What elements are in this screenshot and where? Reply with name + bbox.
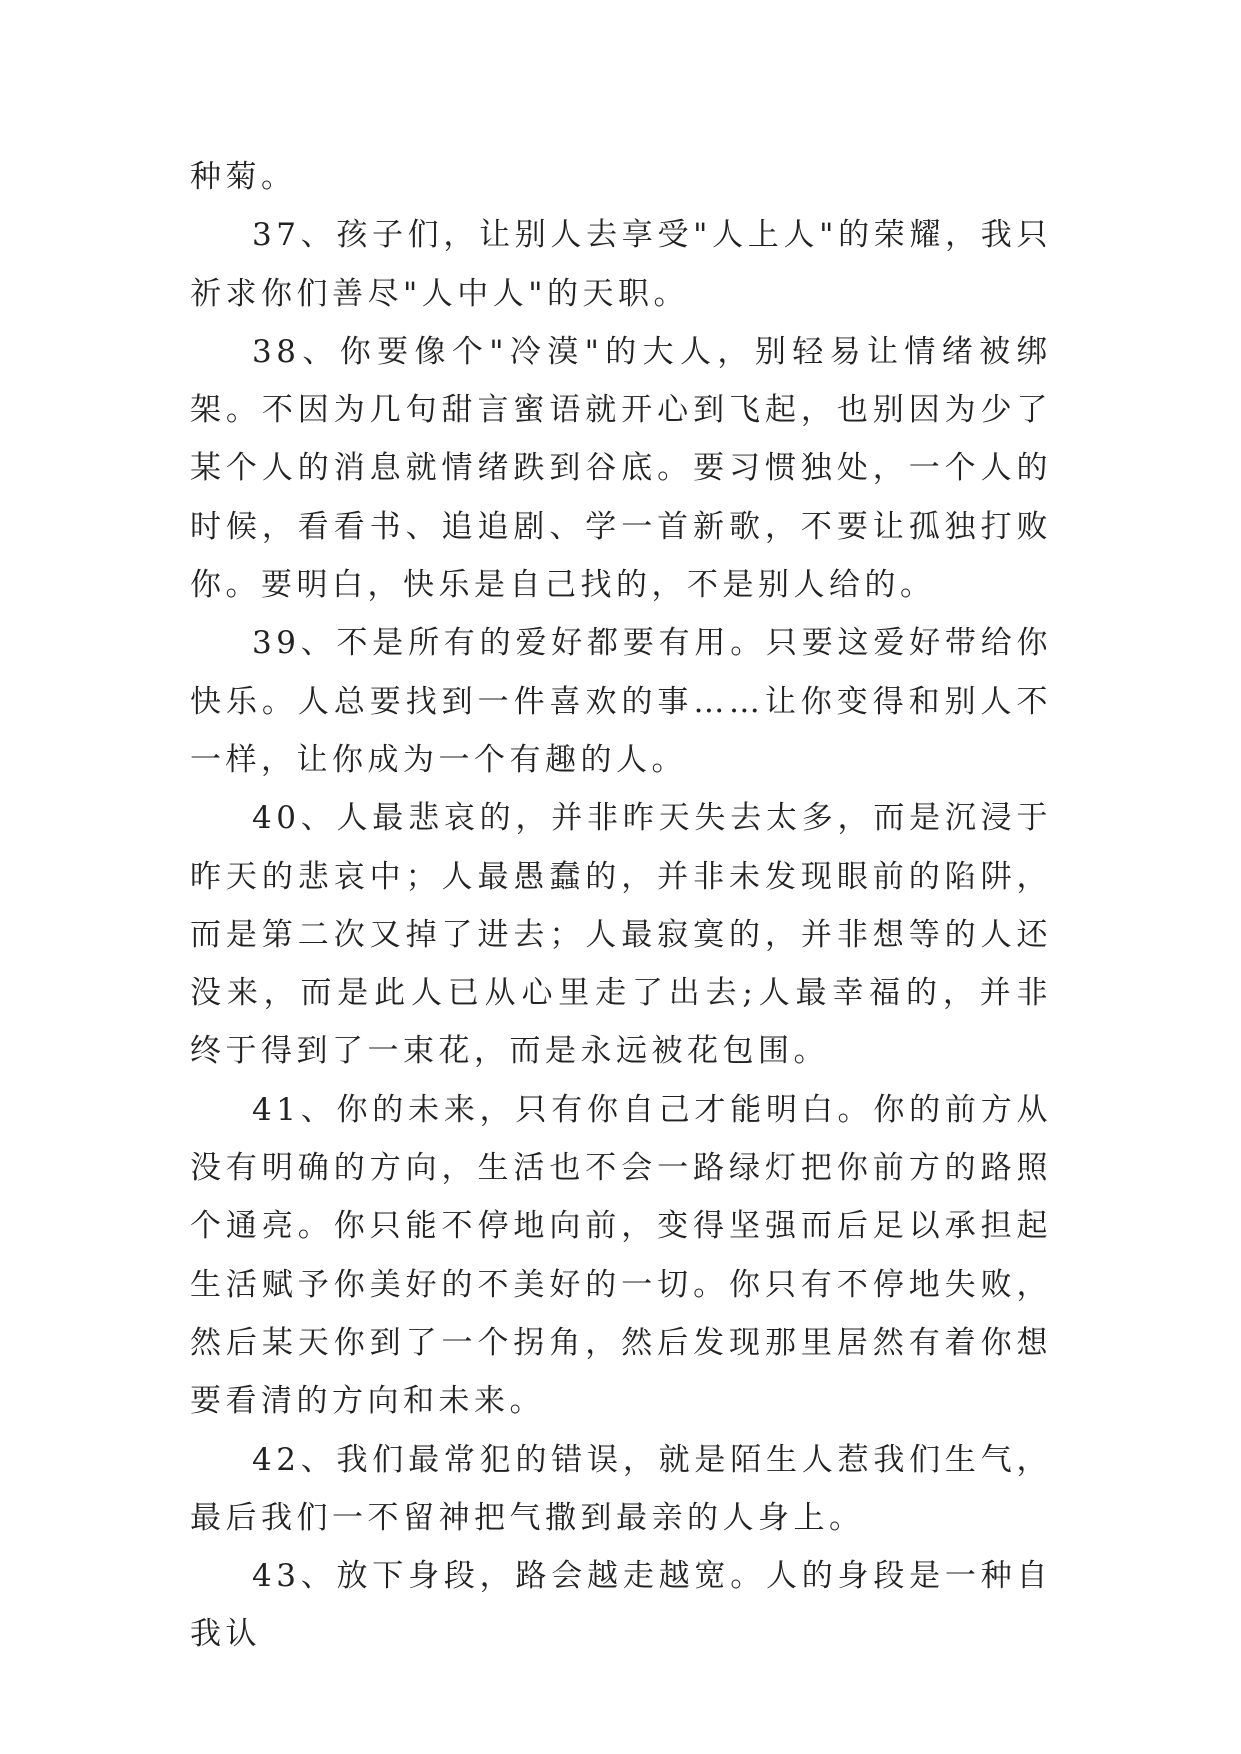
paragraph-continuation: 种菊。	[190, 159, 297, 195]
paragraph-item-40: 40、人最悲哀的，并非昨天失去太多，而是沉浸于昨天的悲哀中；人最愚蠢的，并非未发现眼前的陷阱，而是第二次又掉了进去；人最寂寞的，并非想等的人还没来，而是此人已从心里走了出去;人最幸福的，并非终于得到了一束花，而是永远被花包围。	[190, 800, 1052, 1070]
paragraph-item-38: 38、你要像个"冷漠"的大人，别轻易让情绪被绑架。不因为几句甜言蜜语就开心到飞起，也别因为少了某个人的消息就情绪跌到谷底。要习惯独处，一个人的时候，看看书、追追剧、学一首新歌，不要让孤独打败你。要明白，快乐是自己找的，不是别人给的。	[190, 333, 1052, 604]
paragraph-item-43: 43、放下身段，路会越走越宽。人的身段是一种自我认	[190, 1558, 1052, 1653]
document-body	[190, 148, 1052, 1664]
paragraph-item-41: 41、你的未来，只有你自己才能明白。你的前方从没有明确的方向，生活也不会一路绿灯把你前方的路照个通亮。你只能不停地向前，变得坚强而后足以承担起生活赋予你美好的不美好的一切。你只有不停地失败，然后某天你到了一个拐角，然后发现那里居然有着你想要看清的方向和未来。	[190, 1091, 1052, 1420]
paragraph-item-39: 39、不是所有的爱好都要有用。只要这爱好带给你快乐。人总要找到一件喜欢的事……让你变得和别人不一样，让你成为一个有趣的人。	[190, 625, 1052, 778]
paragraph-item-42: 42、我们最常犯的错误，就是陌生人惹我们生气，最后我们一不留神把气撒到最亲的人身上。	[190, 1441, 1052, 1536]
paragraph-item-37: 37、孩子们，让别人去享受"人上人"的荣耀，我只祈求你们善尽"人中人"的天职。	[190, 217, 1052, 312]
